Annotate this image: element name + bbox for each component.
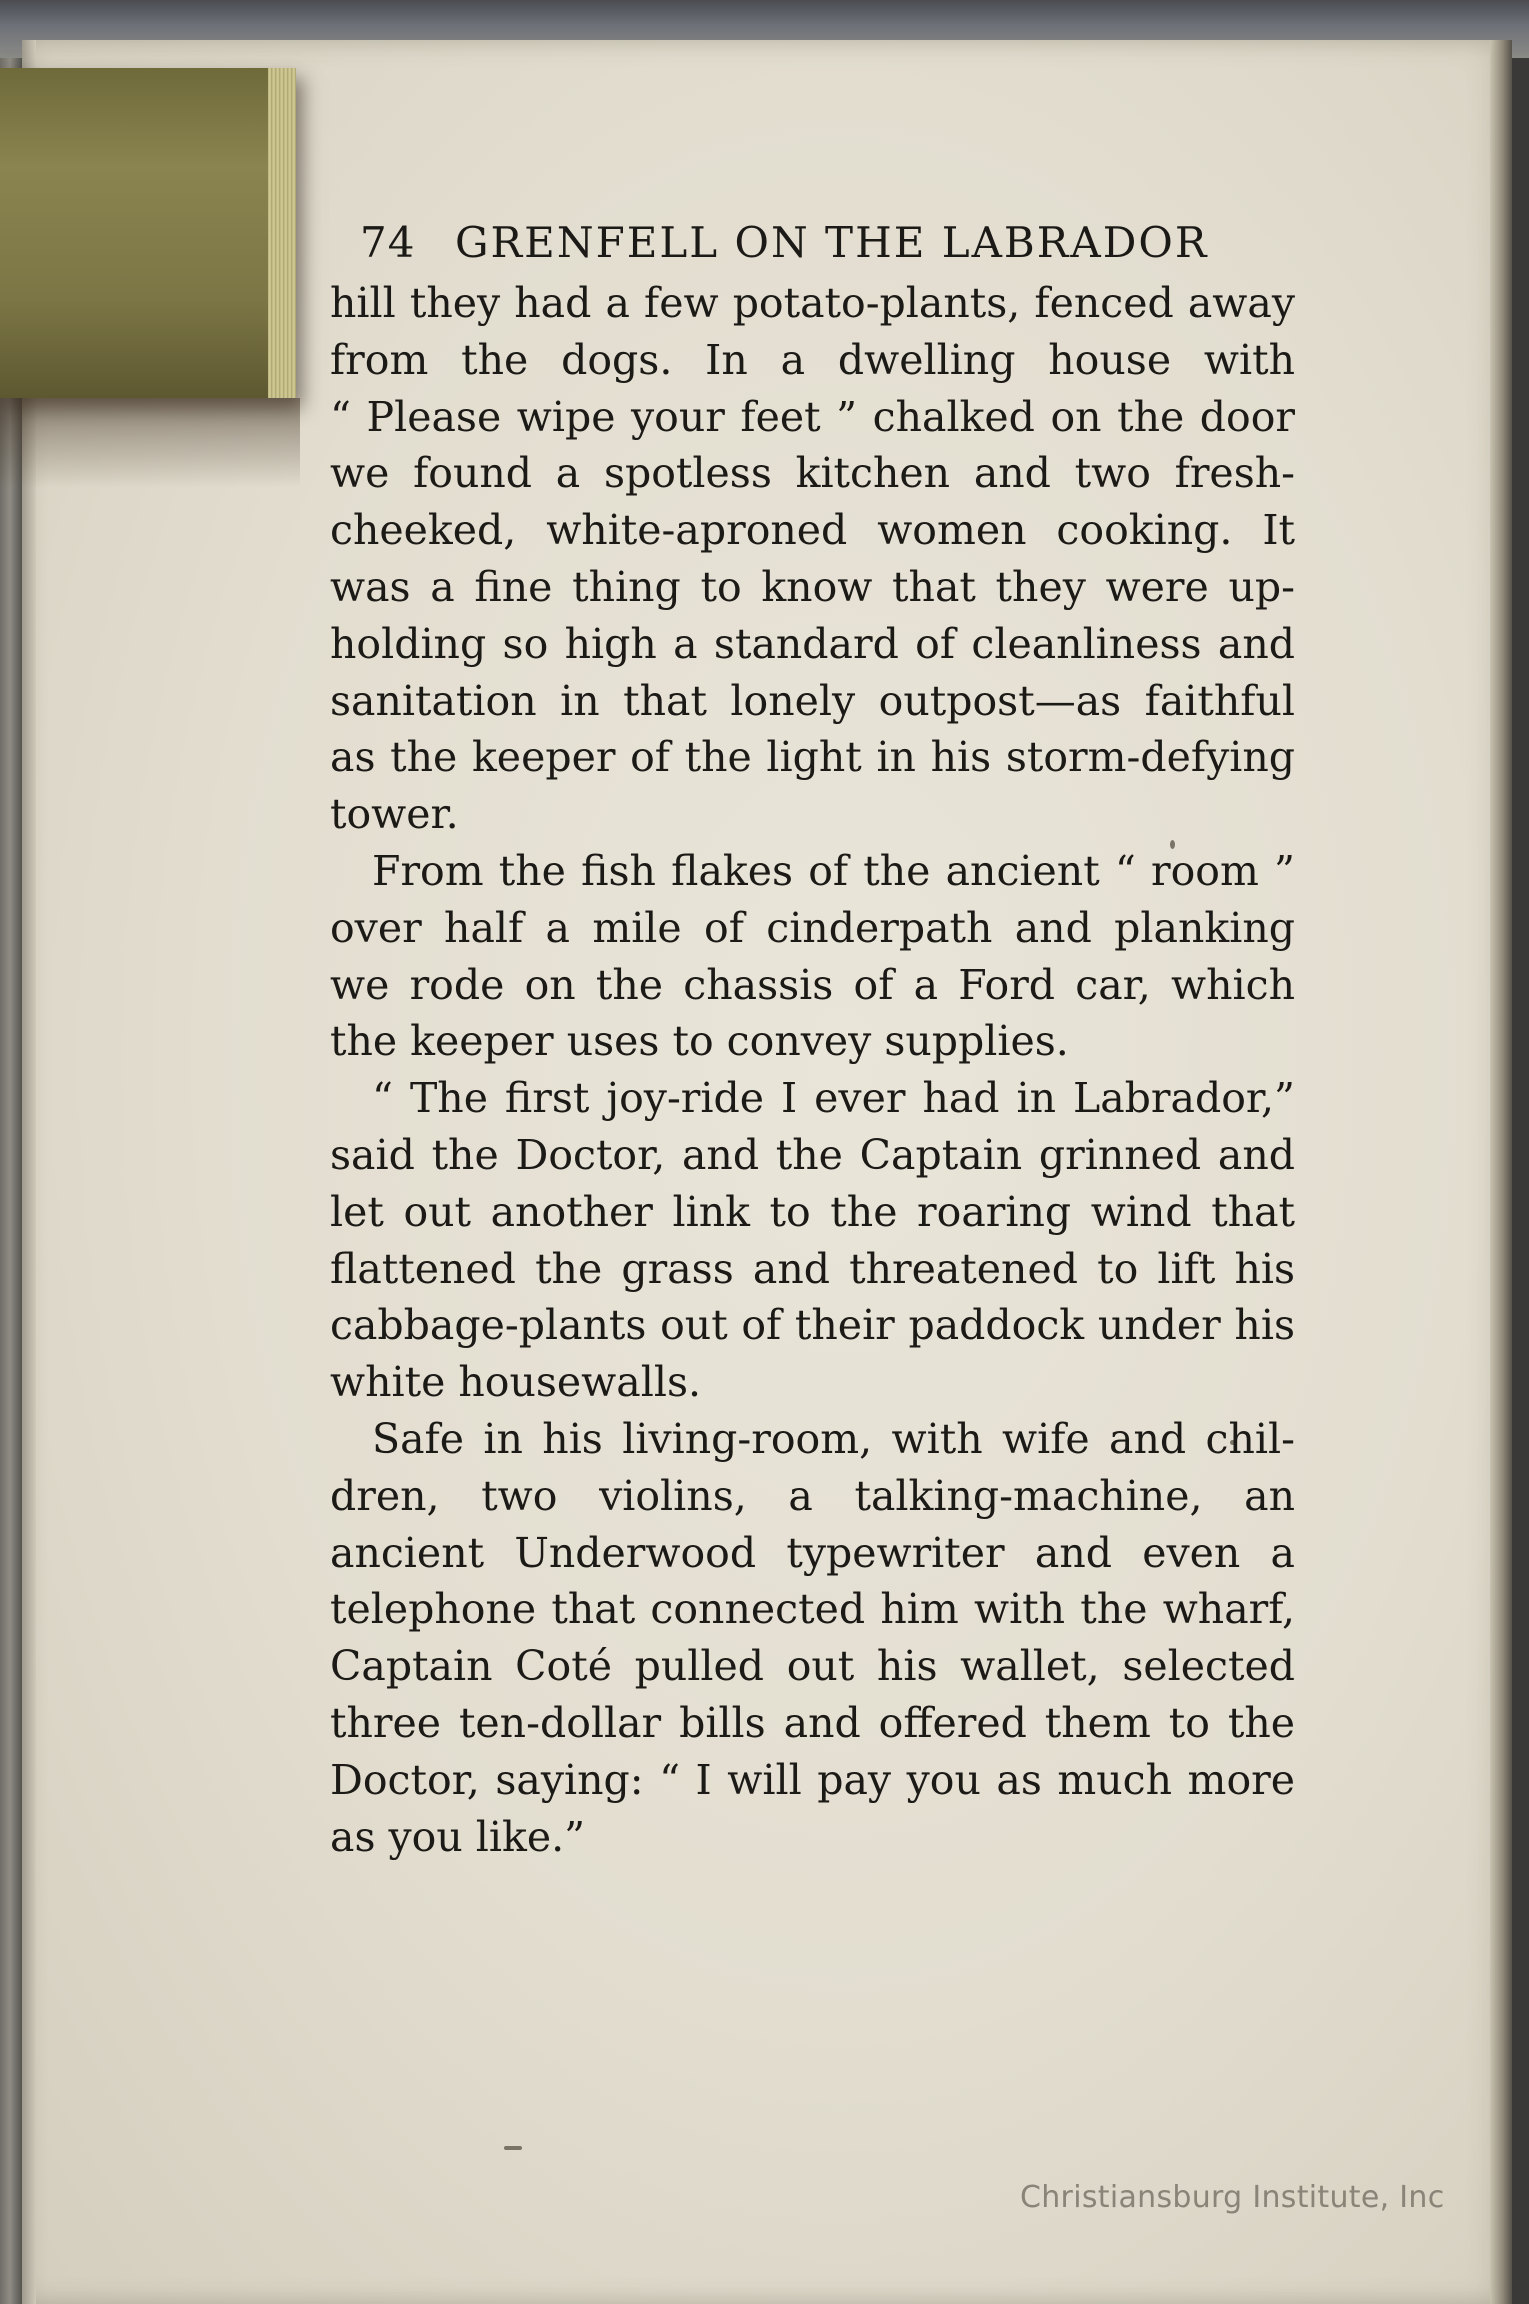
text-line: Safe in his living-room, with wife and chil-: [372, 1414, 1295, 1463]
text-line: flattened the grass and threatened to lift his: [330, 1244, 1295, 1293]
page-text: [330, 218, 1295, 1865]
text-line: as you like.”: [330, 1812, 586, 1861]
text-line: cheeked, white-aproned women cooking. It: [330, 506, 1295, 555]
bookmark-ribbon: [0, 68, 296, 398]
text-line: hill they had a few potato-plants, fenced away: [330, 279, 1295, 327]
text-line: holding so high a standard of cleanliness and: [330, 619, 1295, 668]
text-line: the keeper uses to convey supplies.: [330, 1017, 1069, 1066]
text-line: “ Please wipe your feet ” chalked on the door: [330, 392, 1295, 441]
text-line: Captain Coté pulled out his wallet, selected: [330, 1642, 1295, 1691]
text-line: we rode on the chassis of a Ford car, which: [330, 960, 1295, 1009]
text-line: we found a spotless kitchen and two fresh-: [330, 449, 1295, 498]
ribbon-shadow: [0, 398, 300, 488]
watermark: Christiansburg Institute, Inc: [1020, 2180, 1445, 2215]
text-line: ancient Underwood typewriter and even a: [330, 1528, 1295, 1577]
text-line: tower.: [330, 790, 459, 839]
page-fore-edge: [1490, 40, 1512, 2304]
body-text: [330, 275, 1295, 1865]
text-line: was a fine thing to know that they were up-: [330, 562, 1295, 611]
ribbon-page-edges: [268, 68, 296, 398]
text-line: From the fish flakes of the ancient “ room ”: [372, 846, 1295, 895]
page-number: 74: [360, 218, 416, 267]
text-line: said the Doctor, and the Captain grinned and: [330, 1130, 1295, 1179]
text-line: “ The first joy-ride I ever had in Labrador,”: [372, 1074, 1295, 1123]
text-line: telephone that connected him with the wharf,: [330, 1585, 1295, 1634]
running-head: [360, 218, 1295, 267]
text-line: sanitation in that lonely outpost—as faithful: [330, 676, 1295, 725]
text-line: from the dogs. In a dwelling house with: [330, 335, 1295, 384]
text-line: Doctor, saying: “ I will pay you as much more: [330, 1755, 1295, 1804]
paper-mark: [504, 2146, 522, 2150]
text-line: over half a mile of cinderpath and planking: [330, 903, 1295, 952]
running-head-title: GRENFELL ON THE LABRADOR: [455, 218, 1209, 267]
text-line: let out another link to the roaring wind that: [330, 1187, 1295, 1236]
text-line: white housewalls.: [330, 1358, 702, 1407]
text-line: cabbage-plants out of their paddock under his: [330, 1301, 1295, 1350]
text-line: dren, two violins, a talking-machine, an: [330, 1471, 1295, 1520]
text-line: three ten-dollar bills and offered them to the: [330, 1698, 1295, 1747]
text-line: as the keeper of the light in his storm-defying: [330, 733, 1295, 782]
